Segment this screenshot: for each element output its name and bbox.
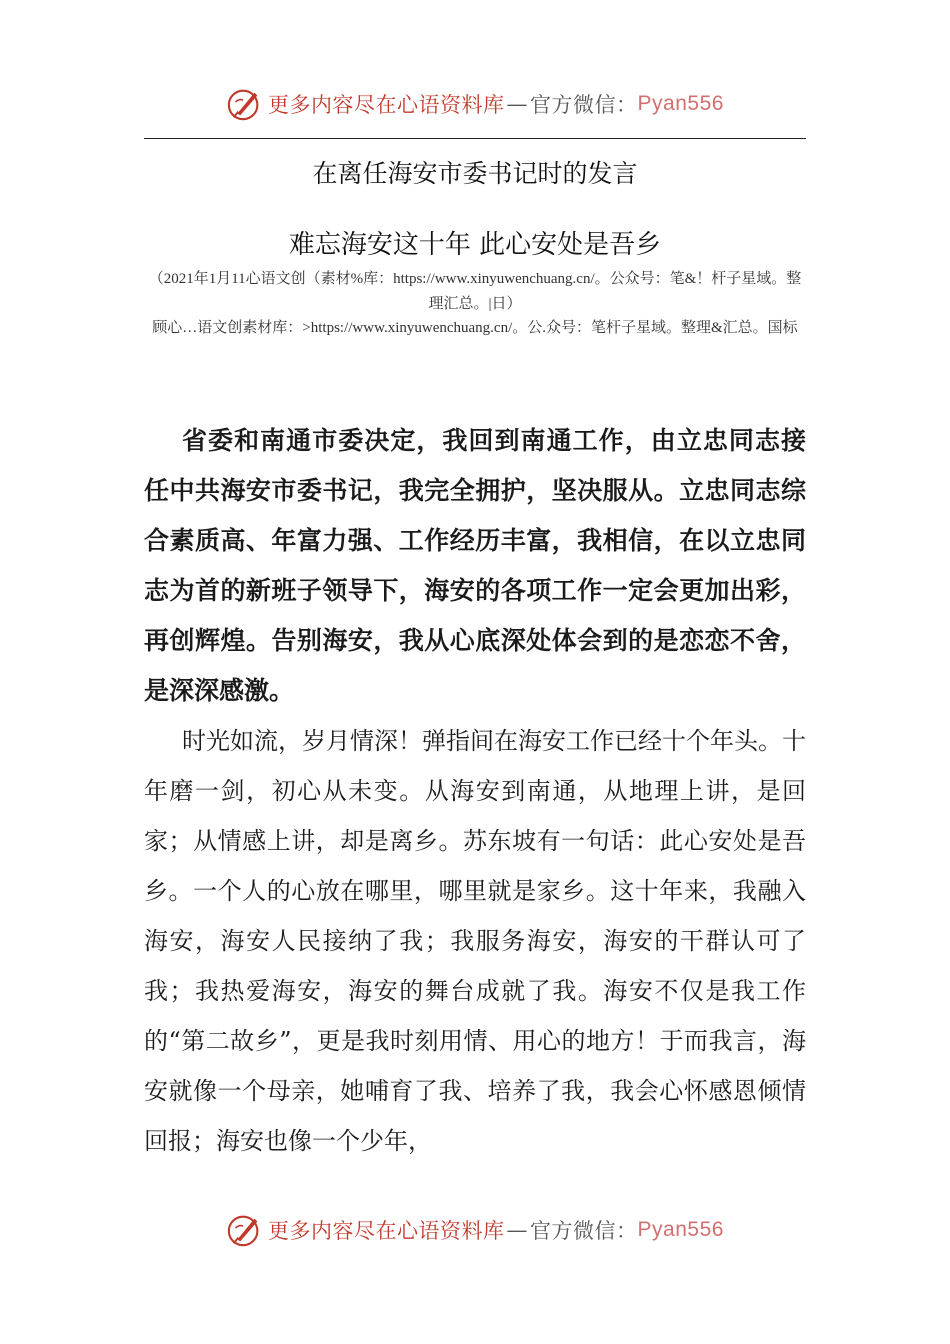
paragraph-1: 省委和南通市委决定，我回到南通工作，由立忠同志接任中共海安市委书记，我完全拥护，坚决服从。立忠同志综合素质高、年富力强、工作经历丰富，我相信，在以立忠同志为首的新班子领导下，海安的各项工作一定会更加出彩，再创辉煌。告别海安，我从心底深处体会到的是恋恋不舍，是深深感激。: [144, 426, 806, 705]
banner-grey-text: 官方微信：: [530, 1219, 638, 1243]
banner-wechat-id: Pyan556: [637, 1218, 724, 1241]
quill-logo-icon: [226, 85, 264, 123]
banner-red-text: 更多内容尽在心语资料库: [268, 1219, 505, 1243]
document-subtitle: 难忘海安这十年 此心安处是吾乡: [288, 230, 662, 260]
banner-red-text: 更多内容尽在心语资料库: [268, 93, 505, 117]
banner-grey-text: 官方微信：: [530, 93, 638, 117]
paragraph-2: 时光如流，岁月情深！弹指间在海安工作已经十个年头。十年磨一剑，初心从未变。从海安到南通，从地理上讲，是回家；从情感上讲，却是离乡。苏东坡有一句话：此心安处是吾乡。一个人的心放在哪里，哪里就是家乡。这十年来，我融入海安，海安人民接纳了我；我服务海安，海安的干群认可了我；我热爱海安，海安的舞台成就了我。海安不仅是我工作的“第二故乡”，更是我时刻用情、用心的地方！于而我言，海安就像一个母亲，她哺育了我、培养了我，我会心怀感恩倾情回报；海安也像一个少年，: [144, 727, 806, 1155]
header-divider: [144, 138, 806, 139]
header-banner: [0, 82, 950, 126]
banner-wechat-id: Pyan556: [637, 92, 724, 115]
footer-banner: [0, 1208, 950, 1252]
document-title: 在离任海安市委书记时的发言: [312, 159, 638, 188]
banner-separator: —: [506, 1218, 529, 1242]
quill-logo-icon: [226, 1211, 264, 1249]
banner-separator: —: [506, 92, 529, 116]
source-note-1: （2021年1月11心语文创（素材%库：https://www.xinyuwenchuang.cn/。公众号：笔&！杆子星域。整理汇总。|日）: [148, 271, 802, 312]
source-note-2: 顾心…语文创素材库：>https://www.xinyuwenchuang.cn/。公.众号：笔杆子星域。整理&汇总。国标: [152, 320, 798, 336]
